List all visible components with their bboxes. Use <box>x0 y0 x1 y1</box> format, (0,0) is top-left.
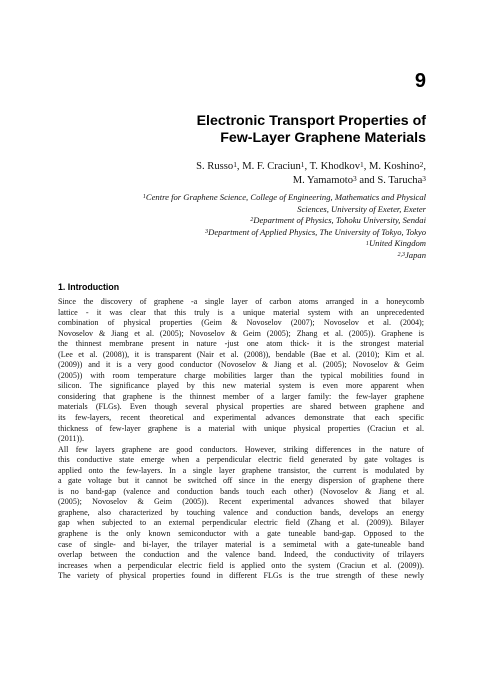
chapter-number: 9 <box>414 70 426 92</box>
body-line: graphene, also characterized by touching valence and conduction bands, develops an energy <box>58 507 424 517</box>
affiliation-1-line-2: Sciences, University of Exeter, Exeter <box>297 203 426 214</box>
body-line: applied onto the few-layers. In a single layer graphene transistor, the current is modulated by <box>58 465 424 475</box>
body-line: graphene is the only known semiconductor with a gate tuneable band-gap. Opposed to the <box>58 529 424 539</box>
body-line: overlap between the conduction and the valence band. Indeed, the conductivity of trilayers <box>58 550 424 560</box>
section-heading: 1. Introduction <box>58 282 120 292</box>
body-line: The variety of physical properties found in different FLGs is the true strength of these newly <box>58 571 424 581</box>
body-line: a gate voltage but it cannot be switched off since in the energy dispersion of graphene there <box>58 476 424 486</box>
body-line: increases when a perpendicular electric field is applied onto the system (Craciun et al. (2009)). <box>58 560 424 570</box>
body-line: thickness of few-layer graphene is a material with unique physical properties (Craciun et al. <box>58 423 424 433</box>
chapter-title <box>66 113 426 147</box>
body-line: silicon. The significance played by this new material system is even more apparent when <box>58 381 424 391</box>
country-2: $^{2,3}$Japan <box>397 249 426 260</box>
author-line-2: M. Yamamoto$^3$ and S. Tarucha$^3$ <box>292 173 426 186</box>
body-line: All few layers graphene are good conductors. However, striking differences in the nature of <box>58 444 424 454</box>
body-line: (Lee et al. (2008)), it is transparent (Nair et al. (2008)), bendable (Bae et al. (2010); Kim et al. <box>58 349 424 359</box>
body-line: (2009)) and it is a very good conductor (Novoselov & Jiang et al. (2005); Novoselov & Geim <box>58 360 424 370</box>
affiliation-3: $^3$Department of Applied Physics, The University of Tokyo, Tokyo <box>205 226 426 237</box>
body-line: this conductive state emerge when a perpendicular electric field generated by gate voltages is <box>58 455 424 465</box>
body-text <box>58 297 424 582</box>
chapter-title-line-1: Electronic Transport Properties of <box>196 113 426 129</box>
chapter-title-line-2: Few-Layer Graphene Materials <box>220 130 426 146</box>
body-line: Novoselov & Jiang et al. (2005); Novoselov & Geim (2005); Zhang et al. (2005)). Graphene is <box>58 328 424 338</box>
body-line: combination of physical properties (Geim & Novoselov (2007); Novoselov et al. (2004); <box>58 318 424 328</box>
country-1: $^1$United Kingdom <box>365 238 426 249</box>
affiliation-2: $^2$Department of Physics, Tohoku University, Sendai <box>250 215 426 226</box>
body-line: (2005); Novoselov & Geim (2005)). Recent experimental advances showed that bilayer <box>58 497 424 507</box>
author-line-1: S. Russo$^1$, M. F. Craciun$^1$, T. Khodkov$^1$, M. Koshino$^2$, <box>196 159 426 172</box>
body-line: (2011)). <box>58 434 84 444</box>
author-list <box>66 160 426 188</box>
body-line: considering that graphene is the thinnest member of a larger family: the few-layer graphene <box>58 391 424 401</box>
affiliations <box>46 192 426 262</box>
body-line: the thinnest membrane present in nature -just one atom thick- it is the strongest material <box>58 339 424 349</box>
body-line: gap when subjected to an external perpendicular electric field (Zhang et al. (2009)). Bilayer <box>58 518 424 528</box>
body-line: lattice - it was clear that this truly is a unique material system with an unprecedented <box>58 307 424 317</box>
affiliation-1-line-1: $^1$Centre for Graphene Science, College of Engineering, Mathematics and Physical <box>142 192 426 202</box>
body-line: materials (FLGs). Even though several physical properties are shared between graphene and <box>58 402 424 412</box>
body-line: its few-layers, recent theoretical and experimental advances demonstrate that each specific <box>58 413 424 423</box>
body-line: Since the discovery of graphene -a single layer of carbon atoms arranged in a honeycomb <box>58 297 424 306</box>
body-line: is no band-gap (valence and conduction bands touch each other) (Novoselov & Jiang et al. <box>58 486 424 496</box>
body-line: case of single- and bi-layer, the trilayer material is a semimetal with a gate-tuneable band <box>58 539 424 549</box>
body-line: (2005)) with room temperature charge mobilities larger than the typical mobilities found in <box>58 370 424 380</box>
